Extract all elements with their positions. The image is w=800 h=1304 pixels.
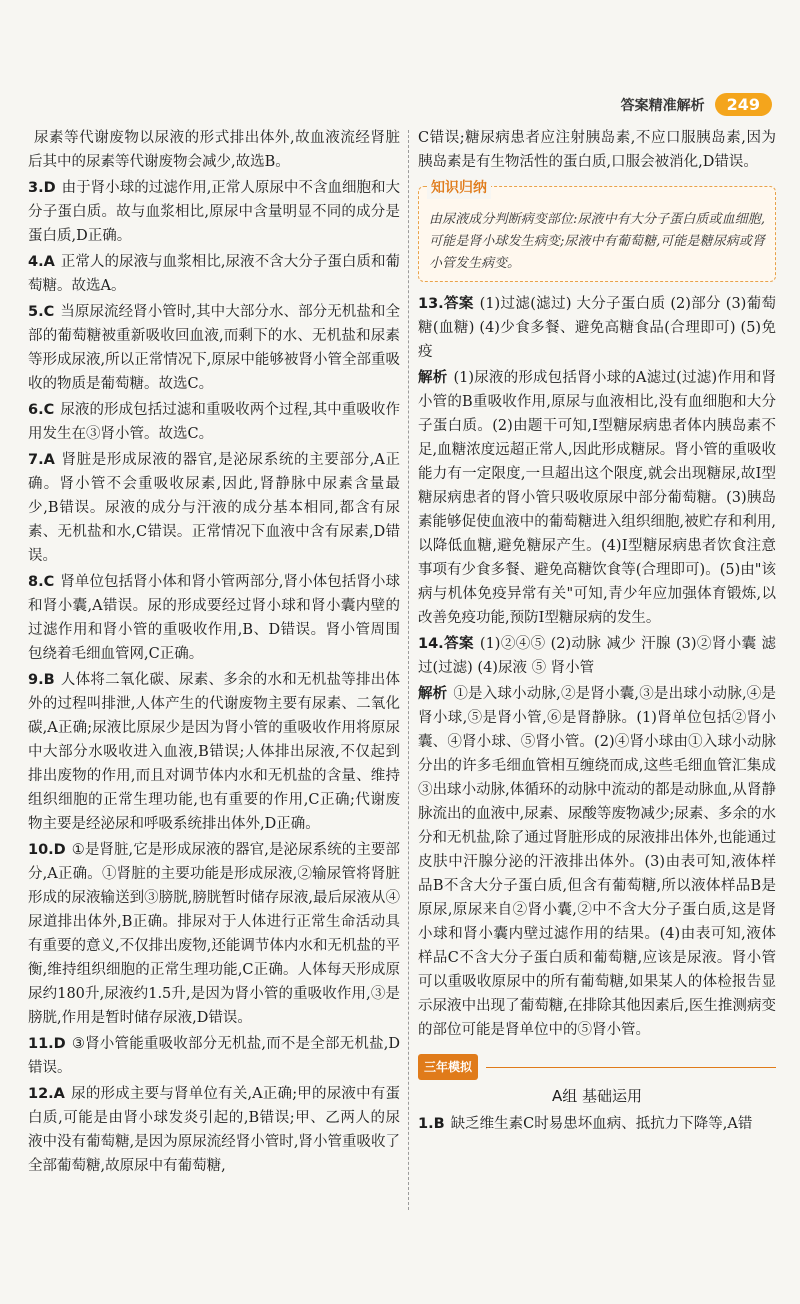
answer-item: 4.A 正常人的尿液与血浆相比,尿液不含大分子蛋白质和葡萄糖。故选A。	[28, 254, 400, 294]
knowledge-summary-box	[418, 180, 776, 282]
q14-analysis: 解析 ①是入球小动脉,②是肾小囊,③是出球小动脉,④是肾小球,⑤是肾小管,⑥是肾静脉。(1)肾单位包括②肾小囊、④肾小球、⑤肾小管。(2)④肾小球由①入球小动脉分出的许多毛细血管相互缠绕而成,这些毛细血管汇集成③出球小动脉,体循环的动脉中流动的都是动脉血,从肾静脉流出的血液中,尿素、尿酸等废物减少;尿素、多余的水分和无机盐,除了通过肾脏形成的尿液排出体外,也能通过皮肤中汗腺分泌的汗液排出体外。(3)由表可知,液体样品B不含大分子蛋白质,但含有葡萄糖,所以液体样品B是原尿,原尿来自②肾小囊,②中不含大分子蛋白质,这是肾小球和肾小囊内壁过滤作用的结果。(4)由表可知,液体样品C不含大分子蛋白质和葡萄糖,应该是尿液。肾小管可以重吸收原尿中的所有葡萄糖,如果某人的体检报告显示尿液中出现了葡萄糖,在排除其他因素后,医生推测病变的部位可能是肾单位中的⑤肾小管。	[418, 686, 776, 1038]
q13-answer: 13.答案 (1)过滤(滤过) 大分子蛋白质 (2)部分 (3)葡萄糖(血糖) (4)少食多餐、避免高糖食品(合理即可) (5)免疫	[418, 296, 776, 360]
note-tag: 知识归纳	[427, 177, 491, 199]
page-number: 249	[715, 93, 772, 116]
answer-item: 9.B 人体将二氧化碳、尿素、多余的水和无机盐等排出体外的过程叫排泄,人体产生的代谢废物主要有尿素、二氧化碳,A正确;尿液比原尿少是因为肾小管的重吸收作用将原尿中大部分水吸收进入血液,B错误;人体排出尿液,不仅起到排出废物的作用,而且对调节体内水和无机盐的含量、维持组织细胞的正常生理功能,也有重要的作用,C正确;代谢废物主要是经泌尿和呼吸系统排出体外,D正确。	[28, 672, 400, 832]
answer-item: 11.D ③肾小管能重吸收部分无机盐,而不是全部无机盐,D错误。	[28, 1036, 400, 1076]
answer-item: 3.D 由于肾小球的过滤作用,正常人原尿中不含血细胞和大分子蛋白质。故与血浆相比,原尿中含量明显不同的成分是蛋白质,D正确。	[28, 180, 400, 244]
q13-analysis: 解析 (1)尿液的形成包括肾小球的A滤过(过滤)作用和肾小管的B重吸收作用,原尿与血液相比,没有血细胞和大分子蛋白质。(2)由题干可知,Ⅰ型糖尿病患者体内胰岛素不足,血糖浓度远超正常人,因此形成糖尿。肾小管的重吸收能力有一定限度,一旦超出这个限度,就会出现糖尿,故Ⅰ型糖尿病患者的肾小管只吸收原尿中部分葡萄糖。(3)胰岛素能够促使血液中的葡萄糖进入组织细胞,被贮存和利用,以降低血糖,避免糖尿产生。(4)Ⅰ型糖尿病患者饮食注意事项有少食多餐、避免高糖饮食等(合理即可)。(5)由"该病与机体免疫异常有关"可知,青少年应加强体育锻炼,以改善免疫功能,预防Ⅰ型糖尿病的发生。	[418, 370, 777, 626]
group-title: A组 基础运用	[551, 1087, 643, 1105]
answer-item: 10.D ①是肾脏,它是形成尿液的器官,是泌尿系统的主要部分,A正确。①肾脏的主要功能是形成尿液,②输尿管将肾脏形成的尿液输送到③膀胱,膀胱暂时储存尿液,最后尿液从④尿道排出体外,B正确。排尿对于人体进行正常生命活动具有重要的意义,不仅排出废物,还能调节体内水和无机盐的平衡,维持组织细胞的正常生理功能,C正确。人体每天形成原尿约180升,尿液约1.5升,是因为肾小管的重吸收作用,③是膀胱,作用是暂时储存尿液,D错误。	[28, 842, 400, 1026]
answer-item: 8.C 肾单位包括肾小体和肾小管两部分,肾小体包括肾小球和肾小囊,A错误。尿的形成要经过肾小球和肾小囊内壁的过滤作用和肾小管的重吸收作用,B、D错误。肾小管周围包绕着毛细血管网,C正确。	[28, 574, 400, 662]
answer-item: 尿素等代谢废物以尿液的形式排出体外,故血液流经肾脏后其中的尿素等代谢废物会减少,故选B。	[28, 130, 400, 170]
section-line	[486, 1067, 776, 1068]
section-tag: 三年模拟	[418, 1054, 478, 1080]
page-header	[621, 93, 772, 116]
column-divider	[408, 130, 409, 1210]
note-text: 由尿液成分判断病变部位:尿液中有大分子蛋白质或血细胞,可能是肾小球发生病变;尿液中有葡萄糖,可能是糖尿病或肾小管发生病变。	[429, 212, 765, 271]
answer-item: 6.C 尿液的形成包括过滤和重吸收两个过程,其中重吸收作用发生在③肾小管。故选C。	[28, 402, 400, 442]
answer-continuation: C错误;糖尿病患者应注射胰岛素,不应口服胰岛素,因为胰岛素是有生物活性的蛋白质,口服会被消化,D错误。	[418, 130, 776, 170]
right-column	[418, 126, 776, 1138]
q14-answer: 14.答案 (1)②④⑤ (2)动脉 减少 汗腺 (3)②肾小囊 滤过(过滤) (4)尿液 ⑤ 肾小管	[418, 636, 777, 676]
answer-item: 7.A 肾脏是形成尿液的器官,是泌尿系统的主要部分,A正确。肾小管不会重吸收尿素,因此,肾静脉中尿素含量最少,B错误。尿液的成分与汗液的成分基本相同,都含有尿素、无机盐和水,C错误。正常情况下血液中含有尿素,D错误。	[28, 452, 400, 564]
answer-item: 5.C 当原尿流经肾小管时,其中大部分水、部分无机盐和全部的葡萄糖被重新吸收回血液,而剩下的水、无机盐和尿素等形成尿液,所以正常情况下,原尿中能够被肾小管全部重吸收的物质是葡萄糖。故选C。	[28, 304, 400, 392]
left-column	[28, 126, 400, 1180]
header-title: 答案精准解析	[620, 97, 705, 114]
q1-answer: 1.B 缺乏维生素C时易患坏血病、抵抗力下降等,A错	[418, 1116, 753, 1132]
answer-item: 12.A 尿的形成主要与肾单位有关,A正确;甲的尿液中有蛋白质,可能是由肾小球发炎引起的,B错误;甲、乙两人的尿液中没有葡萄糖,是因为原尿流经肾小管时,肾小管重吸收了全部葡萄糖,故原尿中有葡萄糖,	[28, 1086, 400, 1174]
section-bar	[418, 1054, 776, 1080]
